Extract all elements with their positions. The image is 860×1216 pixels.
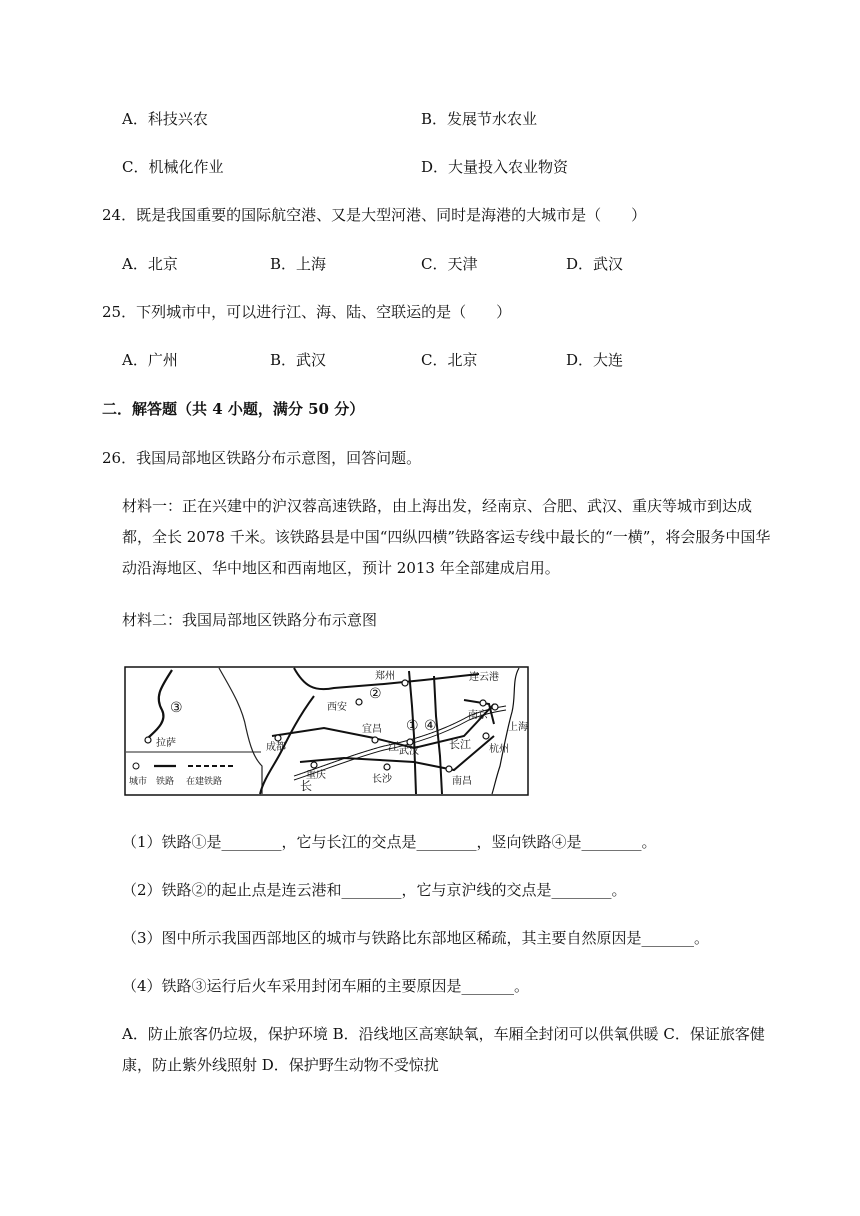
railway-2-marker: ② [369, 686, 382, 702]
map-label-changjiang: 长江 [449, 738, 471, 751]
q26-sub-4-choices: A．防止旅客仍垃圾，保护环境 B．沿线地区高寒缺氧，车厢全封闭可以供氧供暖 C．保证旅客健康，防止紫外线照射 D．保护野生动物不受惊扰 [122, 1025, 765, 1074]
q24-option-b: B．上海 [270, 255, 327, 273]
map-label-chang: 长 [300, 779, 313, 793]
map-label-hangzhou: 杭州 [489, 744, 509, 755]
q23-option-b: B．发展节水农业 [421, 110, 538, 128]
q24-option-c: C．天津 [421, 255, 478, 273]
q25-option-a: A．广州 [122, 351, 178, 369]
map-label-shanghai: 上海 [508, 722, 528, 733]
map-label-xian: 西安 [327, 702, 347, 713]
map-label-chengdu: 成都 [266, 742, 286, 753]
map-label-nanjing: 南京 [468, 710, 488, 721]
map-label-nanchang: 南昌 [452, 776, 472, 787]
q26-sub-4: （4）铁路③运行后火车采用封闭车厢的主要原因是_______。 [122, 977, 530, 995]
map-label-chongqing: 重庆 [306, 770, 326, 781]
legend-railway: 铁路 [156, 777, 175, 787]
map-label-lianyungang: 连云港 [469, 672, 499, 683]
map-label-changsha: 长沙 [372, 774, 392, 785]
map-label-yichang: 宜昌 [362, 724, 382, 735]
q24-option-d: D．武汉 [566, 255, 624, 273]
q26-stem: 26．我国局部地区铁路分布示意图，回答问题。 [102, 449, 422, 467]
map-label-lhasa: 拉萨 [156, 738, 176, 749]
q23-option-c: C．机械化作业 [122, 158, 224, 176]
q25-stem: 25．下列城市中，可以进行江、海、陆、空联运的是（ ） [102, 303, 512, 321]
q25-option-c: C．北京 [421, 351, 478, 369]
section-2-heading: 二．解答题（共 4 小题，满分 50 分） [102, 400, 365, 418]
q25-option-b: B．武汉 [270, 351, 327, 369]
legend-railway-under-construction: 在建铁路 [186, 777, 223, 787]
railway-3-marker: ③ [170, 700, 183, 716]
q26-material-1: 材料一：正在兴建中的沪汉蓉高速铁路，由上海出发，经南京、合肥、武汉、重庆等城市到达成都，全长 2078 千米。该铁路县是中国“四纵四横”铁路客运专线中最长的“一横”，将会服务中国华动沿海地区、华中地区和西南地区，预计 2013 年全部建成启用。 [122, 497, 771, 577]
q26-sub-1: （1）铁路①是________，它与长江的交点是________，竖向铁路④是________。 [122, 833, 657, 851]
q23-option-a: A．科技兴农 [122, 110, 208, 128]
q26-sub-3: （3）图中所示我国西部地区的城市与铁路比东部地区稀疏，其主要自然原因是_______。 [122, 929, 710, 947]
q24-option-a: A．北京 [122, 255, 178, 273]
railway-1-marker: ① [406, 718, 419, 734]
legend-city: 城市 [129, 777, 148, 787]
q24-stem: 24．既是我国重要的国际航空港、又是大型河港、同时是海港的大城市是（ ） [102, 206, 647, 224]
map-label-jiang: 江 [388, 740, 399, 753]
q25-option-d: D．大连 [566, 351, 624, 369]
q26-sub-2: （2）铁路②的起止点是连云港和________，它与京沪线的交点是________。 [122, 881, 627, 899]
q26-material-2: 材料二：我国局部地区铁路分布示意图 [122, 611, 378, 629]
map-label-wuhan: 武汉 [399, 746, 419, 757]
railway-map [124, 666, 529, 796]
railway-4-marker: ④ [424, 718, 437, 734]
map-label-zhengzhou: 郑州 [375, 671, 395, 682]
q23-option-d: D．大量投入农业物资 [421, 158, 569, 176]
